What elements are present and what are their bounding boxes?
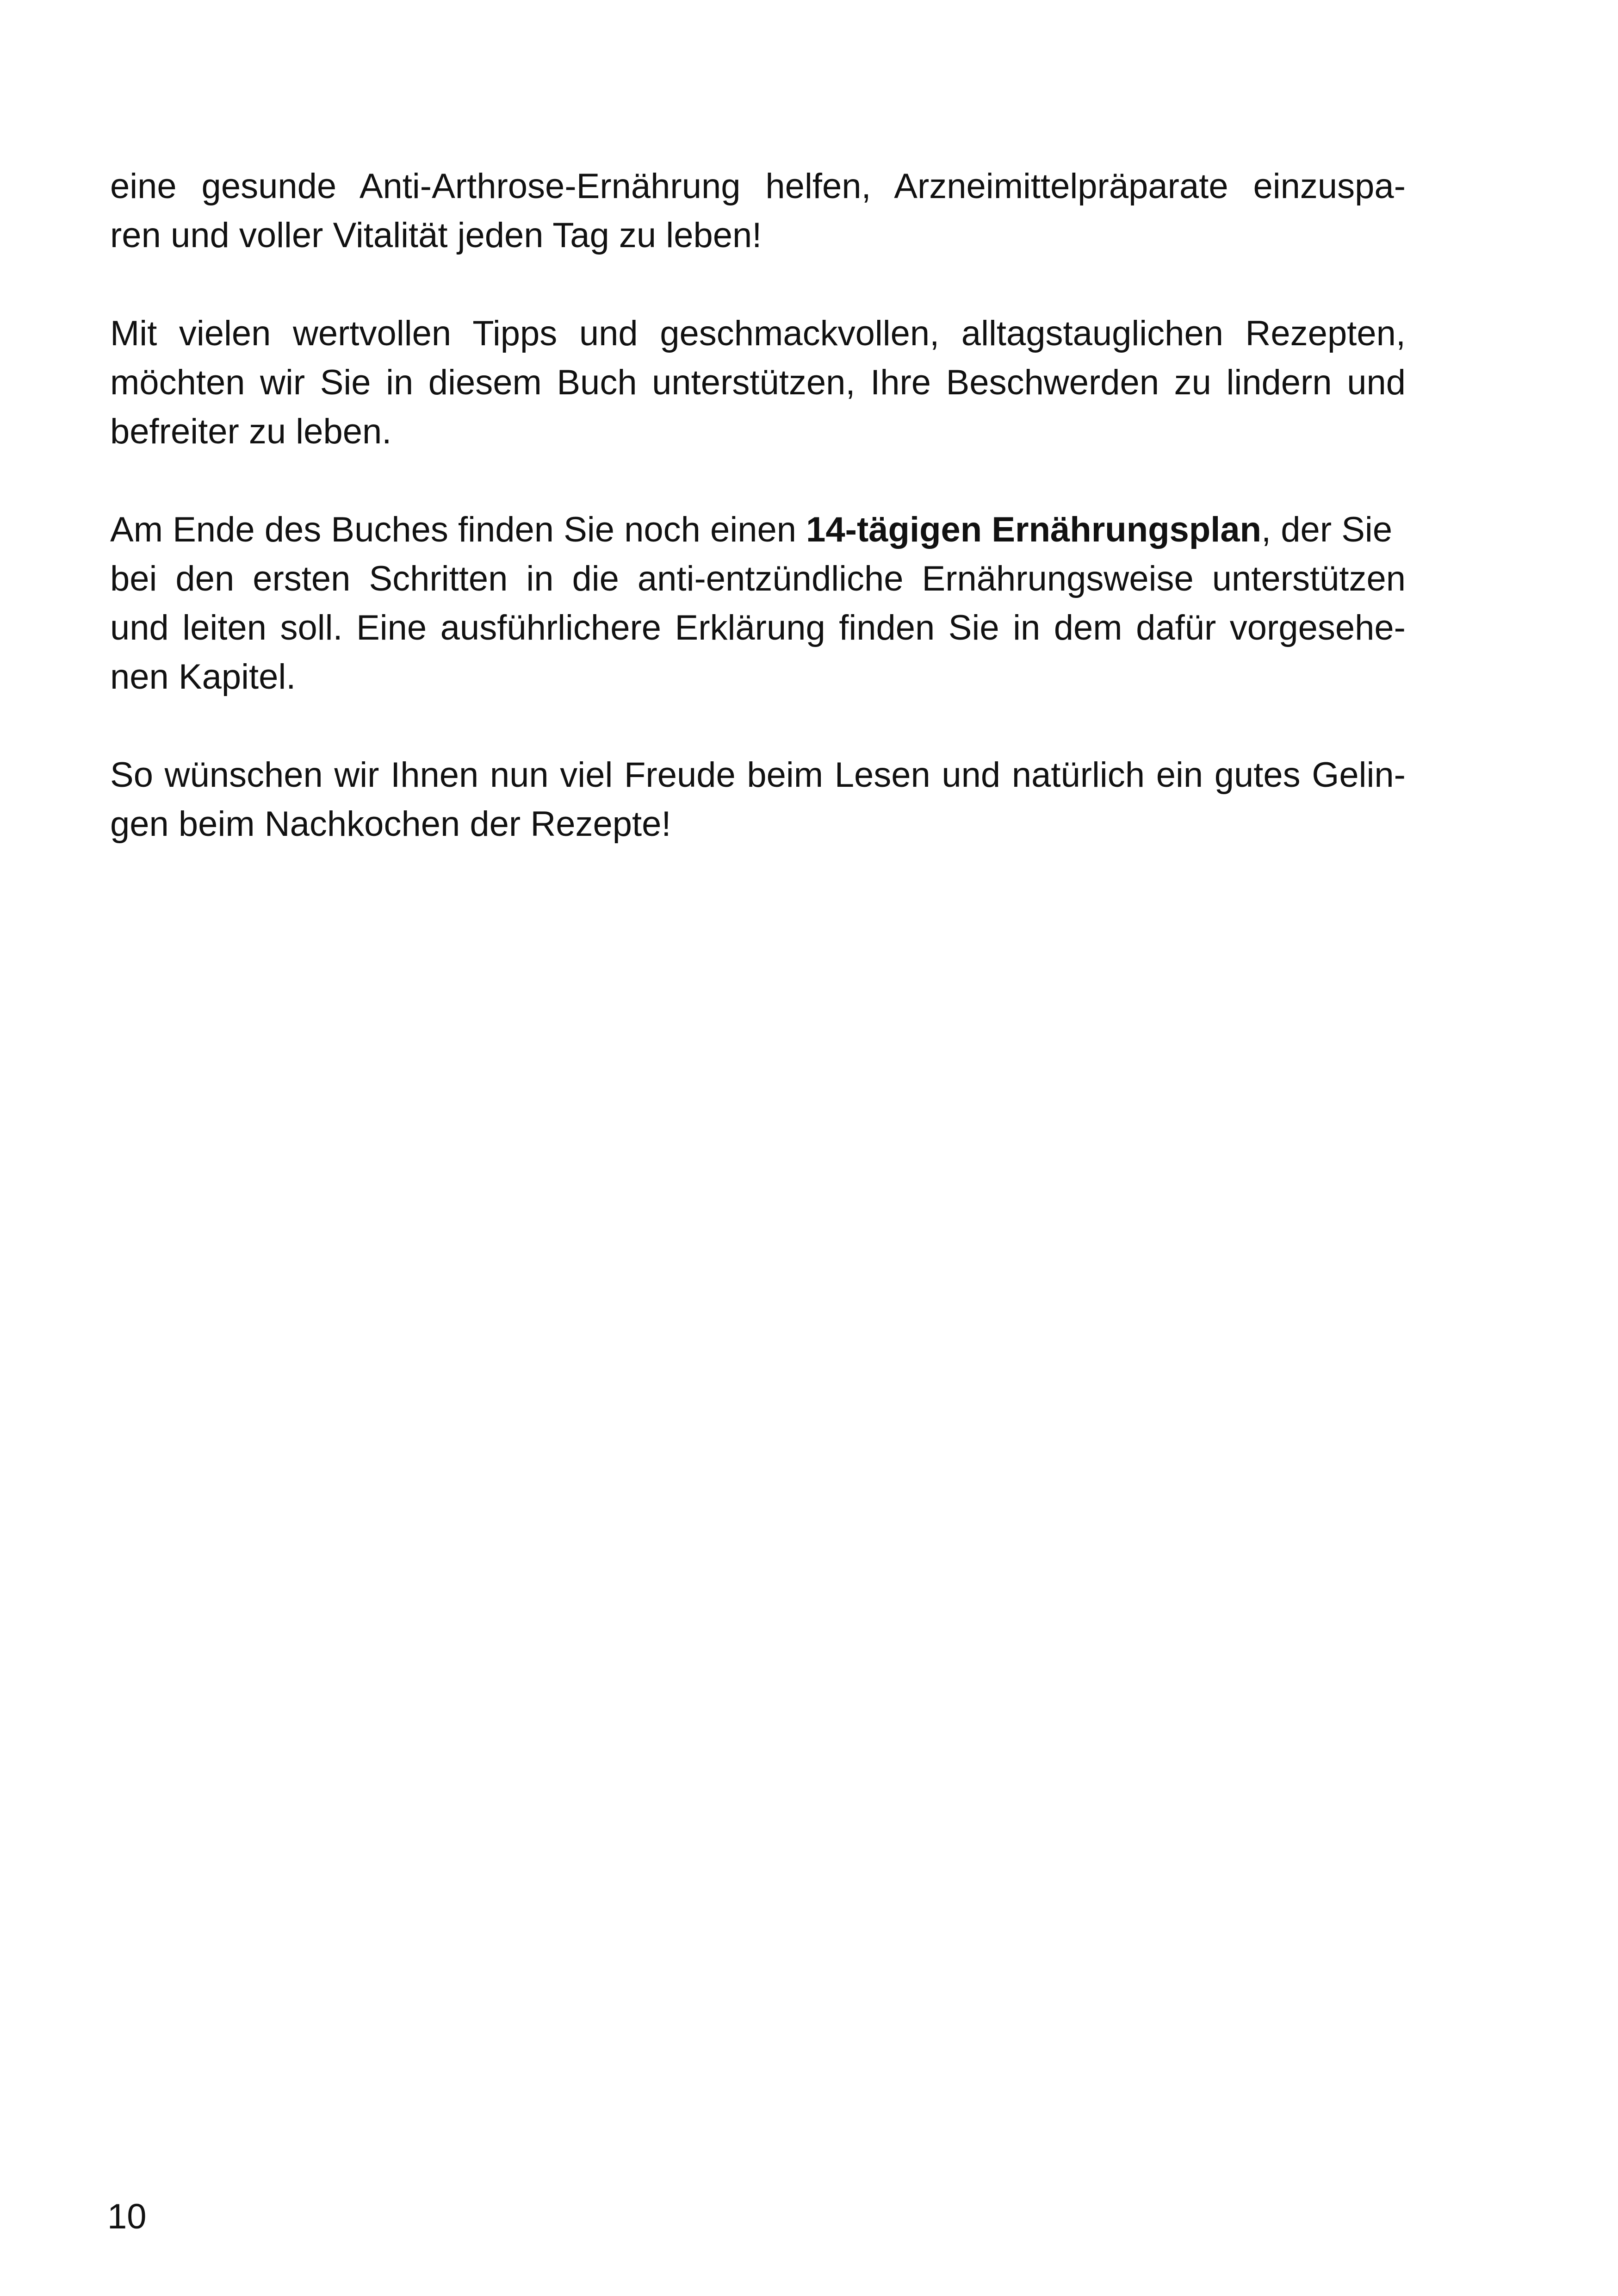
text-line: ren und voller Vitalität jeden Tag zu leben! [110, 216, 762, 255]
paragraph-spacer [110, 702, 1406, 751]
paragraph [110, 751, 1406, 849]
text-line: gen beim Nachkochen der Rezepte! [110, 804, 671, 844]
text-segment-before: Am Ende des Buches finden Sie noch einen [110, 510, 806, 549]
meal-plan-emphasis: 14-tägigen Ernährungsplan [806, 510, 1262, 549]
paragraph [110, 309, 1406, 456]
body-text [110, 162, 1406, 849]
text-line: befreiter zu leben. [110, 412, 392, 451]
text-line: bei den ersten Schritten in die anti-entzündliche Ernährungsweise unterstützen [110, 559, 1406, 598]
paragraph [110, 505, 1406, 702]
paragraph-spacer [110, 456, 1406, 505]
page-number: 10 [107, 2197, 147, 2236]
text-line: nen Kapitel. [110, 657, 296, 697]
text-line: eine gesunde Anti-Arthrose-Ernährung helfen, Arzneimittelpräparate einzuspa- [110, 167, 1406, 206]
text-line: So wünschen wir Ihnen nun viel Freude beim Lesen und natürlich ein gutes Gelin- [110, 755, 1406, 795]
text-segment [110, 505, 1392, 554]
text-line: und leiten soll. Eine ausführlichere Erklärung finden Sie in dem dafür vorgesehe- [110, 608, 1406, 647]
text-line: möchten wir Sie in diesem Buch unterstützen, Ihre Beschwerden zu lindern und [110, 363, 1406, 402]
text-line: Mit vielen wertvollen Tipps und geschmackvollen, alltagstauglichen Rezepten, [110, 314, 1406, 353]
paragraph [110, 162, 1406, 260]
text-segment-after: , der Sie [1261, 510, 1393, 549]
text-line-with-emphasis [110, 505, 1406, 554]
paragraph-spacer [110, 260, 1406, 309]
